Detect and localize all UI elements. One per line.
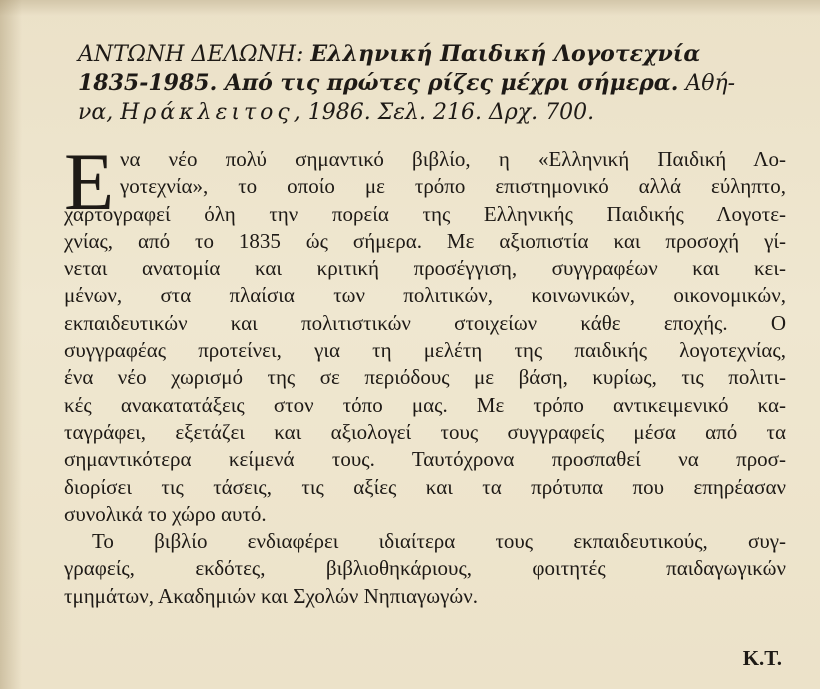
citation-publisher: Ηράκλειτος xyxy=(120,100,294,125)
citation-title-part-1: Ελληνική Παιδική Λογοτεχνία xyxy=(310,41,701,67)
review-line: νεται ανατομία και κριτική προσέγγιση, συγγραφέων και κει- xyxy=(64,256,786,281)
citation-details: , 1986. Σελ. 216. Δρχ. 700. xyxy=(293,100,595,125)
citation-place-part-1: Αθή- xyxy=(678,71,736,96)
citation-line-2 xyxy=(78,69,790,98)
drop-cap-letter: Ε xyxy=(64,136,115,227)
citation-place-part-2: να, xyxy=(78,100,121,125)
review-line: μένων, στα πλαίσια των πολιτικών, κοινωνικών, οικονομικών, xyxy=(64,283,786,308)
review-line: ένα νέο χωρισμό της σε περιόδους με βάση, κυρίως, τις πολιτι- xyxy=(64,365,786,390)
review-line: συγγραφέας προτείνει, για τη μελέτη της παιδικής λογοτεχνίας, xyxy=(64,338,786,363)
reviewer-initials: Κ.Τ. xyxy=(742,646,782,670)
review-line: εκπαιδευτικών και πολιτιστικών στοιχείων κάθε εποχής. Ο xyxy=(64,310,786,335)
review-line: διορίσει τις τάσεις, τις αξίες και τα πρότυπα που επηρέασαν xyxy=(64,474,786,499)
page-edge-shadow xyxy=(0,0,22,689)
review-line: τμημάτων, Ακαδημιών και Σχολών Νηπιαγωγών. xyxy=(64,583,478,608)
review-line: χνίας, από το 1835 ώς σήμερα. Με αξιοπιστία και προσοχή γί- xyxy=(64,228,786,253)
citation-line-1 xyxy=(78,40,790,69)
citation-line-3 xyxy=(78,98,790,127)
review-line: ταγράφει, εξετάζει και αξιολογεί τους συγγραφείς μέσα από τα xyxy=(64,419,786,444)
citation-author: ΑΝΤΩΝΗ ΔΕΛΩΝΗ: xyxy=(78,42,311,67)
review-body xyxy=(64,136,786,610)
citation-title-part-2: 1835-1985. Από τις πρώτες ρίζες μέχρι σήμερα. xyxy=(78,70,679,96)
review-line: συνολικά το χώρο αυτό. xyxy=(64,501,267,526)
review-line: γραφείς, εκδότες, βιβλιοθηκάριους, φοιτητές παιδαγωγικών xyxy=(64,556,786,581)
review-line: να νέο πολύ σημαντικό βιβλίο, η «Ελληνική Παιδική Λο- xyxy=(120,147,786,171)
page-top-shade xyxy=(0,0,820,16)
review-line: κές ανακατατάξεις στον τόπο μας. Με τρόπο αντικειμενικό κα- xyxy=(64,392,786,417)
book-citation xyxy=(78,40,790,127)
review-line: γοτεχνία», το οποίο με τρόπο επιστημονικό αλλά εύληπτο, xyxy=(120,174,786,199)
review-line: σημαντικότερα κείμενά τους. Ταυτόχρονα προσπαθεί να προσ- xyxy=(64,447,786,472)
review-line: Το βιβλίο ενδιαφέρει ιδιαίτερα τους εκπαιδευτικούς, συγ- xyxy=(92,529,786,554)
review-line: χαρτογραφεί όλη την πορεία της Ελληνικής Παιδικής Λογοτε- xyxy=(64,201,786,226)
